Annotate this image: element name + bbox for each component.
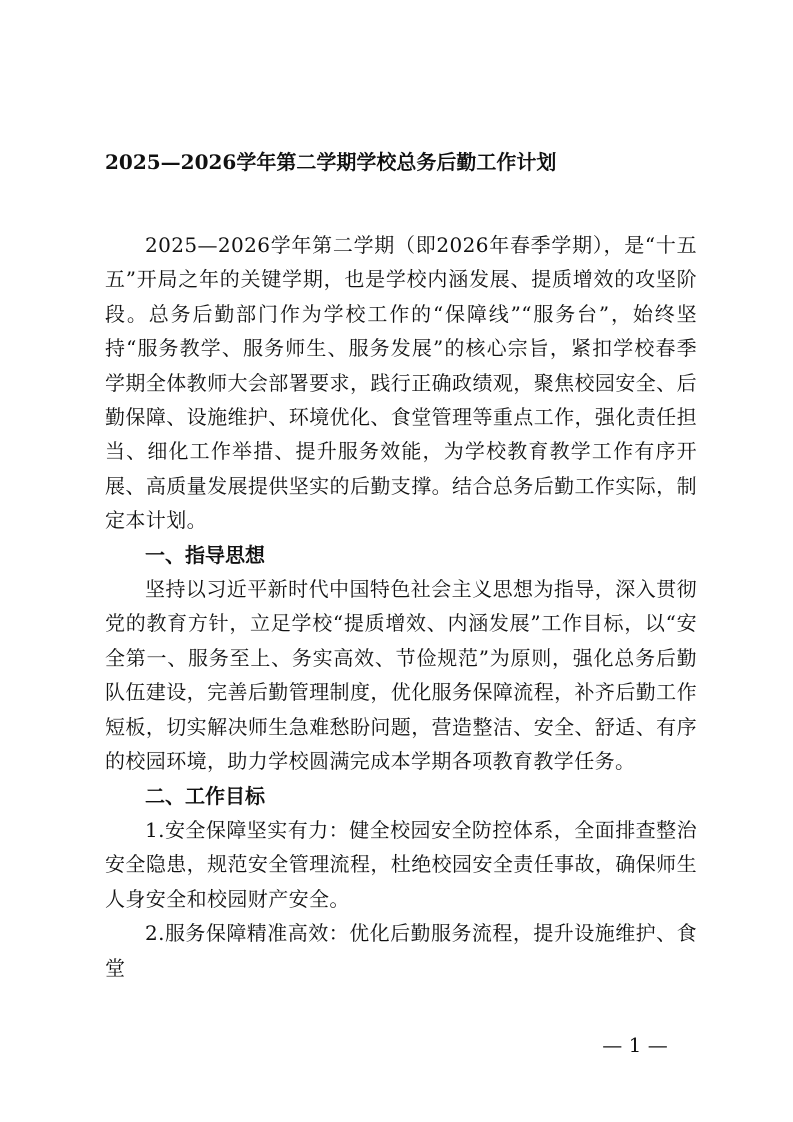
page-number: — 1 — [602,1033,668,1057]
document-title: 2025—2026学年第二学期学校总务后勤工作计划 [105,150,557,174]
section-heading-guiding-ideology: 一、指导思想 [145,542,265,567]
section-heading-work-goals: 二、工作目标 [145,783,265,808]
goal-1-paragraph: 1.安全保障坚实有力：健全校园安全防控体系，全面排查整治安全隐患，规范安全管理流程，杜绝校园安全责任事故，确保师生人身安全和校园财产安全。 [105,817,697,911]
guiding-ideology-paragraph: 坚持以习近平新时代中国特色社会主义思想为指导，深入贯彻党的教育方针，立足学校“提质增效、内涵发展”工作目标，以“安全第一、服务至上、务实高效、节俭规范”为原则，强化总务后勤队伍建设，完善后勤管理制度，优化服务保障流程，补齐后勤工作短板，切实解决师生急难愁盼问题，营造整洁、安全、舒适、有序的校园环境，助力学校圆满完成本学期各项教育教学任务。 [105,577,697,774]
goal-2-paragraph: 2.服务保障精准高效：优化后勤服务流程，提升设施维护、食堂 [105,921,697,980]
intro-paragraph: 2025—2026学年第二学期（即2026年春季学期），是“十五五”开局之年的关键学期，也是学校内涵发展、提质增效的攻坚阶段。总务后勤部门作为学校工作的“保障线”“服务台”，始终坚持“服务教学、服务师生、服务发展”的核心宗旨，紧扣学校春季学期全体教师大会部署要求，践行正确政绩观，聚焦校园安全、后勤保障、设施维护、环境优化、食堂管理等重点工作，强化责任担当、细化工作举措、提升服务效能，为学校教育教学工作有序开展、高质量发展提供坚实的后勤支撑。结合总务后勤工作实际，制定本计划。 [105,233,697,533]
document-body [105,228,697,985]
